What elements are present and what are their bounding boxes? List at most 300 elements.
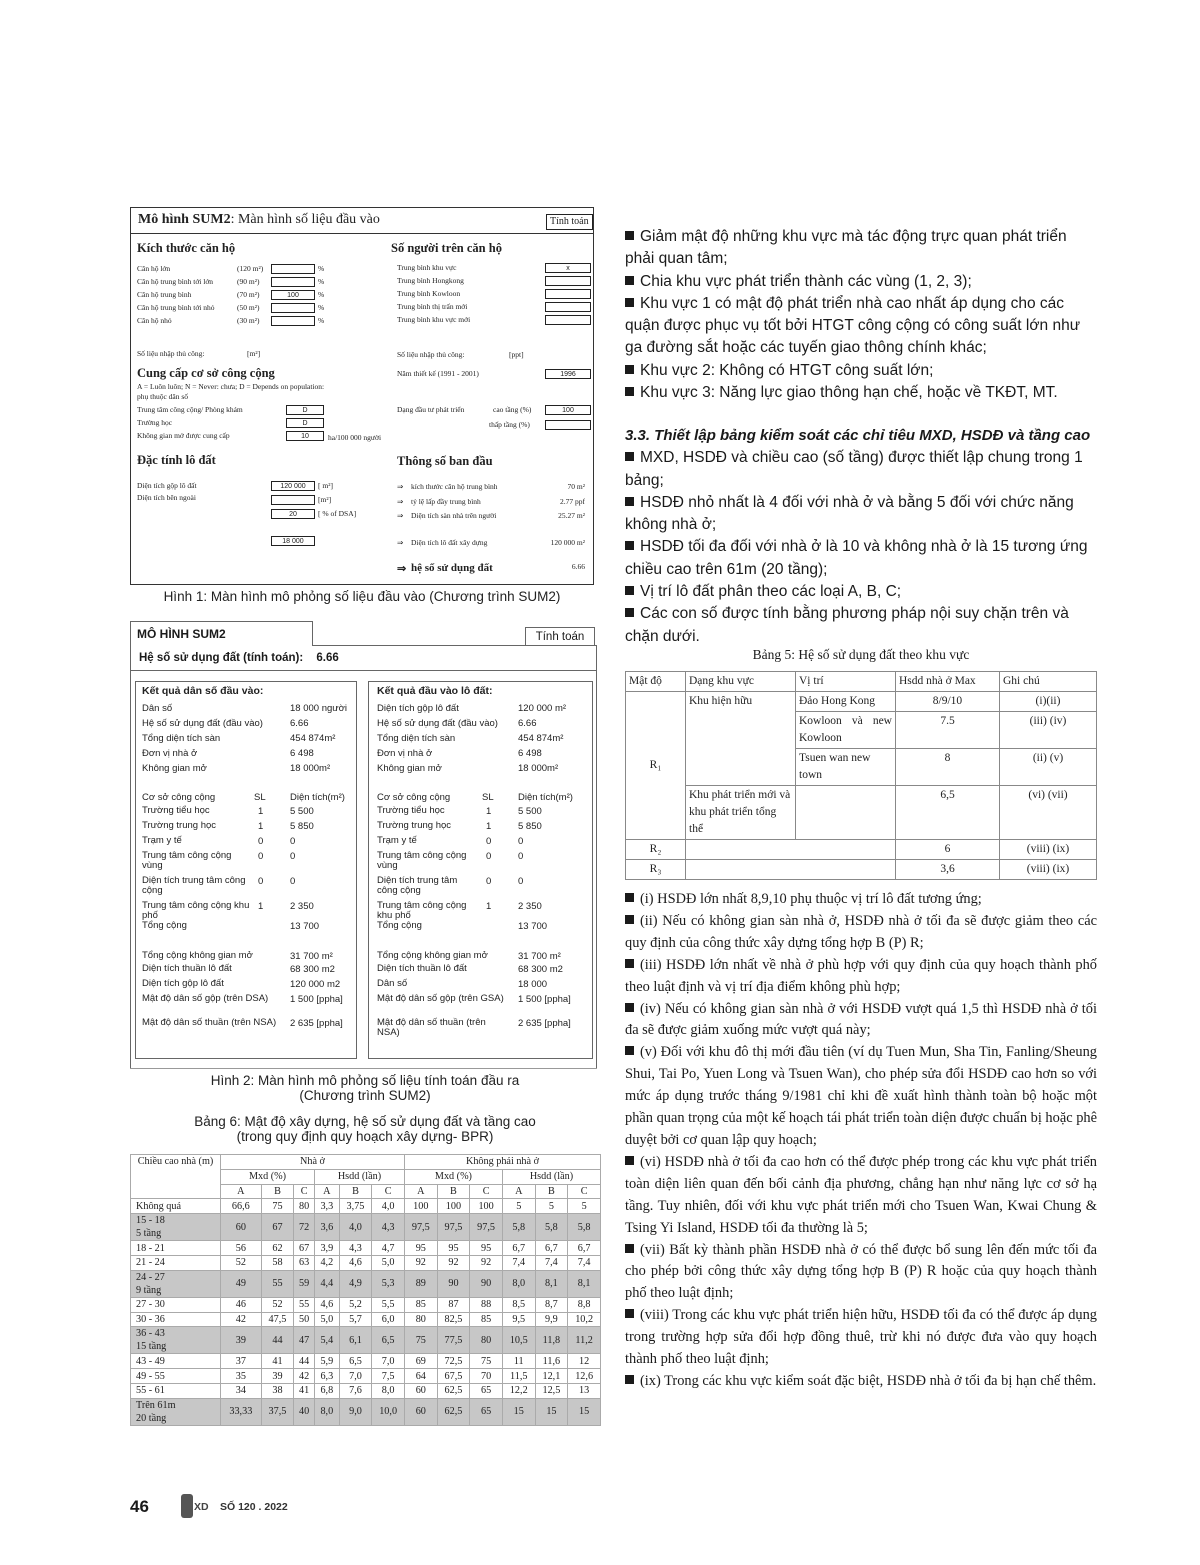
result-label: Dân số [142, 703, 173, 714]
t6-cell: 67,5 [437, 1369, 470, 1384]
table-row [131, 1312, 601, 1327]
persons-field[interactable] [545, 315, 591, 325]
initial-value: 25.27 m² [558, 511, 585, 520]
t6-loc: C [294, 1184, 315, 1199]
facility-count: 1 [258, 806, 264, 817]
t6-cell: 72,5 [437, 1354, 470, 1369]
notes [625, 889, 1097, 1393]
t6-cell: 6,7 [535, 1241, 568, 1256]
result-value: 6 498 [518, 748, 542, 759]
result-value: 18 000m² [518, 763, 559, 774]
high-rise-field[interactable]: 100 [545, 405, 591, 415]
t6-cell: 52 [221, 1255, 262, 1270]
result-value: 6.66 [518, 718, 537, 729]
facility-area: 0 [518, 836, 524, 847]
square-bullet-icon [625, 1046, 634, 1055]
section-heading: 3.3. Thiết lập bảng kiểm soát các chỉ tiêu MXD, HSDĐ và tầng cao [625, 427, 1091, 444]
facility-head: SL [254, 792, 266, 803]
fig1-title: Mô hình SUM2: Màn hình số liệu đầu vào [138, 212, 380, 227]
persons-field[interactable] [545, 289, 591, 299]
apt-unit: % [318, 277, 325, 286]
t6-cell: 85 [404, 1297, 437, 1312]
t6-cell: 60 [404, 1383, 437, 1398]
t6-cell: 4,2 [314, 1255, 339, 1270]
t6-cell: 60 [404, 1398, 437, 1425]
t6-cell: 7,0 [372, 1354, 405, 1369]
table-row [131, 1241, 601, 1256]
arrow-icon: ⇒ [397, 563, 407, 575]
t6-height: 36 - 43 15 tầng [131, 1327, 221, 1354]
initial-value: 6.66 [571, 562, 585, 571]
t6-cell: 87 [437, 1297, 470, 1312]
t6-cell: 65 [470, 1383, 503, 1398]
t6-cell: 80 [294, 1199, 315, 1214]
t6-loc: A [502, 1184, 535, 1199]
t6-head-nonres: Không phải nhà ở [404, 1155, 600, 1170]
t6-cell: 100 [470, 1199, 503, 1214]
t6-cell: 75 [470, 1354, 503, 1369]
t6-cell: 97,5 [404, 1214, 437, 1241]
apt-pct-field[interactable] [271, 316, 315, 326]
t6-cell: 3,9 [314, 1241, 339, 1256]
t6-cell: 47,5 [261, 1312, 294, 1327]
apt-pct-field[interactable] [271, 277, 315, 287]
t6-loc: B [339, 1184, 372, 1199]
summary-label: Mật độ dân số gộp (trên GSA) [377, 993, 504, 1004]
dsa-pct-field[interactable]: 20 [271, 509, 315, 519]
summary-value: 2 635 [ppha] [518, 1018, 571, 1029]
t6-cell: 75 [404, 1327, 437, 1354]
square-bullet-icon [625, 365, 634, 374]
facility-count: 0 [486, 876, 492, 887]
facility-count: 1 [258, 901, 264, 912]
t6-cell: 44 [261, 1327, 294, 1354]
fig2-calc-button[interactable]: Tính toán [525, 627, 595, 646]
t6-cell: 4,3 [339, 1241, 372, 1256]
initial-label: Diện tích lô đất xây dựng [411, 538, 488, 547]
summary-value: 1 500 [ppha] [518, 994, 571, 1005]
table-row [131, 1383, 601, 1398]
t6-cell: 15 [568, 1398, 601, 1425]
t6-cell: 92 [470, 1255, 503, 1270]
t6-cell: 6,5 [372, 1327, 405, 1354]
figure2-caption: Hình 2: Màn hình mô phỏng số liệu tính toán đầu ra (Chương trình SUM2) [210, 1073, 520, 1103]
t6-cell: 9,9 [535, 1312, 568, 1327]
t6-cell: 64 [404, 1369, 437, 1384]
t6-cell: 67 [294, 1241, 315, 1256]
t6-subhead: Mxd (%) [221, 1169, 315, 1184]
facility-area: 5 850 [518, 821, 542, 832]
table5: Mật độ Dạng khu vực Vị trí Hsdd nhà ở Max Ghi chú R₁ Khu hiện hữu Đảo Hong Kong 8/9/10 (i)(ii) Kowloon và new Kowloon 7.5 (iii) (iv) Tsuen wan new town 8 (ii) (v) Khu phát triển mới và khu phát triển tổng thể 6,5 (vi) (vii) R₂ 6 (viii) (ix) R₃ 3,6 (viii) (ix) [625, 671, 1097, 880]
result-label: Đơn vị nhà ở [377, 748, 433, 759]
t6-height: 55 - 61 [131, 1383, 221, 1398]
page-number: 46 [130, 1497, 149, 1516]
t6-cell: 80 [404, 1312, 437, 1327]
apt-size: (70 m²) [237, 290, 260, 299]
design-year-field[interactable]: 1996 [545, 369, 591, 379]
t6-cell: 39 [261, 1369, 294, 1384]
t6-cell: 42 [294, 1369, 315, 1384]
t6-cell: 55 [261, 1270, 294, 1297]
result-label: Tổng diện tích sàn [142, 733, 221, 744]
summary-value: 18 000 [518, 979, 548, 990]
bullet-item: HSDĐ tối đa đối với nhà ở là 10 và không nhà ở là 15 tương ứng chiều cao trên 61m (20 tầng); [625, 538, 1088, 578]
t6-cell: 15 [502, 1398, 535, 1425]
facility-count: 0 [486, 836, 492, 847]
facility-count: 1 [486, 821, 492, 832]
facility-head: Cơ sở công cộng [377, 792, 451, 803]
t6-cell: 4,6 [314, 1297, 339, 1312]
facility-head: Diện tích(m²) [290, 792, 345, 803]
site-heading: Đặc tính lô đất [137, 453, 216, 467]
t6-cell: 15 [535, 1398, 568, 1425]
result-value: 18 000m² [290, 763, 331, 774]
apt-size: (120 m²) [237, 264, 264, 273]
facility-label: Tổng cộng [142, 920, 187, 931]
table-row [131, 1199, 601, 1214]
apt-label: Căn hộ trung bình tới nhỏ [137, 303, 215, 312]
t6-height: Không quá [131, 1199, 221, 1214]
square-bullet-icon [625, 586, 634, 595]
t6-cell: 50 [294, 1312, 315, 1327]
apt-pct-field[interactable] [271, 264, 315, 274]
t6-cell: 10,2 [568, 1312, 601, 1327]
t6-cell: 95 [437, 1241, 470, 1256]
apt-unit: % [318, 303, 325, 312]
facility-label: Trạm y tế [377, 835, 417, 846]
open-space-field[interactable]: 10 [286, 431, 324, 441]
persons-label: Trung bình khu vực [397, 263, 457, 272]
facility-area: 5 500 [518, 806, 542, 817]
built-area-field[interactable]: 18 000 [271, 536, 315, 546]
table5-caption: Bảng 5: Hệ số sử dụng đất theo khu vực [752, 647, 970, 662]
initial-label: Diện tích sàn nhà trên người [411, 511, 497, 520]
t6-cell: 49 [221, 1270, 262, 1297]
square-bullet-icon [625, 541, 634, 550]
t6-cell: 11,6 [535, 1354, 568, 1369]
t6-cell: 9,5 [502, 1312, 535, 1327]
t6-cell: 47 [294, 1327, 315, 1354]
square-bullet-icon [625, 452, 634, 461]
facility-count: 0 [258, 836, 264, 847]
t6-subhead: Mxd (%) [404, 1169, 502, 1184]
t6-cell: 77,5 [437, 1327, 470, 1354]
t6-cell: 8,0 [314, 1398, 339, 1425]
summary-value: 68 300 m2 [290, 964, 335, 975]
summary-label: Diện tích thuần lô đất [142, 963, 232, 974]
square-bullet-icon [625, 276, 634, 285]
t6-cell: 100 [404, 1199, 437, 1214]
bullet-item: Khu vực 2: Không có HTGT công suất lớn; [625, 360, 1097, 382]
t6-cell: 6,0 [372, 1312, 405, 1327]
apt-size: (50 m²) [237, 303, 260, 312]
t6-cell: 6,7 [568, 1241, 601, 1256]
t6-cell: 89 [404, 1270, 437, 1297]
public-center-field[interactable]: D [286, 405, 324, 415]
t6-loc: A [404, 1184, 437, 1199]
apt-label: Căn hộ trung bình tới lớn [137, 277, 214, 286]
t6-cell: 7,4 [502, 1255, 535, 1270]
t6-loc: C [470, 1184, 503, 1199]
result-value: 6.66 [290, 718, 309, 729]
t6-cell: 40 [294, 1398, 315, 1425]
bullet-item: Khu vực 3: Năng lực giao thông hạn chế, hoặc về TKĐT, MT. [625, 382, 1097, 404]
t6-cell: 4,7 [372, 1241, 405, 1256]
t6-cell: 4,9 [339, 1270, 372, 1297]
square-bullet-icon [625, 387, 634, 396]
t6-cell: 62,5 [437, 1383, 470, 1398]
t6-loc: C [372, 1184, 405, 1199]
t6-cell: 39 [221, 1327, 262, 1354]
square-bullet-icon [625, 1156, 634, 1165]
t6-cell: 37,5 [261, 1398, 294, 1425]
t6-cell: 5,9 [314, 1354, 339, 1369]
bullet-item: Khu vực 1 có mật độ phát triển nhà cao nhất áp dụng cho các quận được phục vụ tốt bởi HTGT công cộng có công suất lớn như ga đường sắt hoặc các tuyến giao thông chính khác; [625, 294, 1081, 357]
t6-cell: 7,6 [339, 1383, 372, 1398]
t6-cell: 66,6 [221, 1199, 262, 1214]
apt-size-heading: Kích thước căn hộ [137, 241, 236, 255]
facility-area: 0 [290, 836, 296, 847]
persons-label: Trung bình Hongkong [397, 276, 464, 285]
bullet-item: (vii) Bất kỳ thành phần HSDĐ nhà ở có thể được bổ sung lên đến mức tối đa cho phép bởi công thức xây dựng tổng hợp B (P) R hoặc của quy hoạch thành phố theo luật định; [625, 1241, 1097, 1302]
fig2-title: MÔ HÌNH SUM2 [130, 621, 313, 646]
table-row [131, 1327, 601, 1354]
result-label: Đơn vị nhà ở [142, 748, 198, 759]
school-field[interactable]: D [286, 418, 324, 428]
t6-cell: 11,5 [502, 1369, 535, 1384]
t6-cell: 12,6 [568, 1369, 601, 1384]
bullet-item: (iv) Nếu có không gian sàn nhà ở với HSDĐ vượt quá 1,5 thì HSDĐ nhà ở tối đa sẽ được giảm xuống mức vượt quá này; [625, 1000, 1097, 1039]
t6-height: 15 - 18 5 tầng [131, 1214, 221, 1241]
t6-cell: 12,5 [535, 1383, 568, 1398]
table-row [131, 1297, 601, 1312]
facility-label: Trung tâm công cộng vùng [377, 850, 467, 871]
t6-cell: 41 [294, 1383, 315, 1398]
t6-cell: 9,0 [339, 1398, 372, 1425]
panel-heading: Kết quả đầu vào lô đất: [377, 685, 493, 697]
fig1-calc-button[interactable]: Tính toán [546, 214, 593, 230]
square-bullet-icon [625, 1244, 634, 1253]
result-label: Không gian mở [142, 763, 207, 774]
bullet-item: Các con số được tính bằng phương pháp nội suy chặn trên và chặn dưới. [625, 605, 1069, 645]
far-value: 6.66 [316, 652, 339, 664]
t6-cell: 5,0 [372, 1255, 405, 1270]
t6-loc: A [314, 1184, 339, 1199]
t6-cell: 12,1 [535, 1369, 568, 1384]
facility-count: 0 [258, 876, 264, 887]
t6-cell: 37 [221, 1354, 262, 1369]
sum2-output-screen [130, 621, 597, 1069]
t6-cell: 100 [437, 1199, 470, 1214]
t6-cell: 59 [294, 1270, 315, 1297]
t6-cell: 69 [404, 1354, 437, 1369]
t6-cell: 4,0 [372, 1199, 405, 1214]
t6-cell: 42 [221, 1312, 262, 1327]
t6-cell: 58 [261, 1255, 294, 1270]
sum2-input-screen: Mô hình SUM2: Màn hình số liệu đầu vào Tính toán Kích thước căn hộ Căn hộ lớn (120 m²) % Căn hộ trung bình tới lớn (90 m²) % Căn hộ trung bình (70 m²) 100 % Căn hộ trung bình tới nhỏ (50 m²) % Căn hộ nhỏ (30 m²) % Số liệu nhập thủ công: [m²] Số người trên căn hộ Trung bình khu vực x Trung bình Hongkong Trung bình Kowloon Trung bình thị trấn mới Trung bình khu vực mới Số liệu nhập thủ công: [ppt] Năm thiết kế (1991 - 2001) 1996 Dạng đầu tư phát triển cao tầng (%) 100 thấp tầng (%) Cung cấp cơ sở công cộng A = Luôn luôn; N = Never: chưa; D = Depends on population: phụ thuộc dân số Trung tâm công cộng/ Phòng khám D Trường học D Không gian mở được cung cấp 10 ha/100 000 người Đặc tính lô đất Diện tích gộp lô đất 120 000 [ m²] Diện tích bên ngoài [m²] 20 [ % of DSA] 18 000 Thông số ban đầu ⇒ kích thước căn hộ trung bình 70 m² ⇒ tỷ lệ lấp đầy trung bình 2.77 ppf ⇒ Diện tích sàn nhà trên người 25.27 m² ⇒ Diện tích lô đất xây dựng 120 000 m² ⇒ hệ số sử dụng đất 6.66 [130, 207, 594, 585]
bullet-item: HSDĐ nhỏ nhất là 4 đối với nhà ở và bằng 5 đối với chức năng không nhà ở; [625, 493, 1074, 534]
t6-cell: 6,7 [502, 1241, 535, 1256]
t6-cell: 35 [221, 1369, 262, 1384]
apt-unit: % [318, 290, 325, 299]
t6-cell: 52 [261, 1297, 294, 1312]
t6-cell: 34 [221, 1383, 262, 1398]
facility-count: 0 [486, 851, 492, 862]
t6-cell: 5,5 [372, 1297, 405, 1312]
apt-label: Căn hộ trung bình [137, 290, 192, 299]
intro-bullets [625, 226, 1097, 404]
facility-label: Trạm y tế [142, 835, 182, 846]
facility-count: 1 [486, 901, 492, 912]
apt-pct-field[interactable]: 100 [271, 290, 315, 300]
square-bullet-icon [625, 608, 634, 617]
t6-cell: 5,8 [502, 1214, 535, 1241]
apt-size: (90 m²) [237, 277, 260, 286]
t6-cell: 12,2 [502, 1383, 535, 1398]
facility-head: Cơ sở công cộng [142, 792, 216, 803]
table6-caption: Bảng 6: Mật độ xây dựng, hệ số sử dụng đất và tầng cao (trong quy định quy hoạch xây dựng- BPR) [194, 1114, 536, 1144]
bullet-item: (iii) HSDĐ lớn nhất về nhà ở phù hợp với quy định của quy hoạch thành phố theo luật định và vị trí địa điểm không phù hợp; [625, 956, 1097, 995]
arrow-icon: ⇒ [397, 497, 404, 506]
facility-count: 0 [258, 851, 264, 862]
t6-cell: 44 [294, 1354, 315, 1369]
t6-height: 24 - 27 9 tầng [131, 1270, 221, 1297]
t6-cell: 4,4 [314, 1270, 339, 1297]
table-row [131, 1270, 601, 1297]
apt-size: (30 m²) [237, 316, 260, 325]
t6-cell: 55 [294, 1297, 315, 1312]
t6-cell: 10,5 [502, 1327, 535, 1354]
bullet-item: MXD, HSDĐ và chiều cao (số tầng) được thiết lập chung trong 1 bảng; [625, 449, 1083, 489]
issue-number: SỐ 120 . 2022 [220, 1501, 288, 1513]
persons-label: Trung bình Kowloon [397, 289, 461, 298]
facility-area: 0 [290, 851, 296, 862]
square-bullet-icon [625, 959, 634, 968]
low-rise-field[interactable] [545, 420, 591, 430]
far-label: Hệ số sử dụng đất (tính toán): [139, 652, 304, 664]
facility-label: Diện tích trung tâm công cộng [142, 875, 246, 896]
t6-cell: 82,5 [437, 1312, 470, 1327]
result-value: 6 498 [290, 748, 314, 759]
t6-cell: 6,1 [339, 1327, 372, 1354]
t6-cell: 62,5 [437, 1398, 470, 1425]
t6-cell: 12 [568, 1354, 601, 1369]
result-value: 454 874m² [290, 733, 336, 744]
facility-area: 0 [518, 851, 524, 862]
t6-cell: 5 [568, 1199, 601, 1214]
t6-cell: 7,0 [339, 1369, 372, 1384]
facility-area: 13 700 [518, 921, 548, 932]
figure1-caption: Hình 1: Màn hình mô phỏng số liệu đầu vào (Chương trình SUM2) [163, 589, 561, 604]
persons-field[interactable] [545, 276, 591, 286]
t6-cell: 90 [437, 1270, 470, 1297]
facility-area: 5 850 [290, 821, 314, 832]
arrow-icon: ⇒ [397, 482, 404, 491]
t6-loc: B [437, 1184, 470, 1199]
bullet-item: (viii) Trong các khu vực phát triển hiện hữu, HSDĐ tối đa có thể được áp dụng trong trường hợp sửa đổi hợp đồng thuê, trừ khi nó được đưa vào quy hoạch thành phố theo luật định; [625, 1307, 1097, 1368]
t6-height: 27 - 30 [131, 1297, 221, 1312]
summary-label: Mật độ dân số thuần (trên NSA) [377, 1017, 486, 1038]
t6-loc: A [221, 1184, 262, 1199]
t6-cell: 3,6 [314, 1214, 339, 1241]
square-bullet-icon [625, 497, 634, 506]
apt-label: Căn hộ nhỏ [137, 316, 172, 325]
square-bullet-icon [625, 1003, 634, 1012]
bullet-item: Vị trí lô đất phân theo các loại A, B, C; [625, 581, 1097, 603]
t6-cell: 5,2 [339, 1297, 372, 1312]
table6 [130, 1154, 601, 1426]
apt-label: Căn hộ lớn [137, 264, 171, 273]
section-3-3 [625, 425, 1097, 648]
outside-area-field[interactable] [271, 495, 315, 505]
t6-head-height: Chiều cao nhà (m) [131, 1155, 221, 1199]
apt-unit: % [318, 316, 325, 325]
summary-value: 68 300 m2 [518, 964, 563, 975]
table-row [131, 1398, 601, 1425]
arrow-icon: ⇒ [397, 511, 404, 520]
facility-area: 0 [518, 876, 524, 887]
gross-area-field[interactable]: 120 000 [271, 481, 315, 491]
result-value: 454 874m² [518, 733, 564, 744]
facility-area: 5 500 [290, 806, 314, 817]
result-label: Hệ số sử dụng đất (đầu vào) [142, 718, 263, 729]
t6-head-res: Nhà ở [221, 1155, 405, 1170]
summary-label: Mật độ dân số thuần (trên NSA) [142, 1017, 277, 1028]
t6-cell: 92 [404, 1255, 437, 1270]
t6-cell: 5,8 [568, 1214, 601, 1241]
t6-cell: 6,5 [339, 1354, 372, 1369]
facility-head: Diện tích(m²) [518, 792, 573, 803]
t6-cell: 11 [502, 1354, 535, 1369]
t6-cell: 8,7 [535, 1297, 568, 1312]
t6-cell: 75 [261, 1199, 294, 1214]
initial-label: hệ số sử dụng đất [411, 562, 493, 574]
bullet-item: (v) Đối với khu đô thị mới đầu tiên (ví dụ Tuen Mun, Sha Tin, Fanling/Sheung Shui, Tai Po, Yuen Long và Tsuen Wan), cho phép sửa đổi HSDĐ cao hơn so với mức áp dụng trước tháng 9/1981 chỉ khi đề xuất hình thành toàn bộ hoặc một phần quan trọng của một kế hoạch tái phát triển toàn diện được chuẩn bị hoặc phê duyệt bởi cơ quan lập quy hoạch; [625, 1044, 1097, 1148]
facility-label: Trường trung học [377, 820, 452, 831]
t6-cell: 62 [261, 1241, 294, 1256]
t6-cell: 5,7 [339, 1312, 372, 1327]
square-bullet-icon [625, 1309, 634, 1318]
t6-cell: 46 [221, 1297, 262, 1312]
facility-label: Diện tích trung tâm công cộng [377, 875, 458, 896]
bullet-item: (ix) Trong các khu vực kiểm soát đặc biệt, HSDĐ nhà ở tối đa bị hạn chế thêm. [625, 1371, 1097, 1393]
persons-field[interactable]: x [545, 263, 591, 273]
facility-count: 1 [258, 821, 264, 832]
t6-cell: 8,0 [502, 1270, 535, 1297]
t6-cell: 5 [502, 1199, 535, 1214]
summary-label: Tổng cộng không gian mở [377, 950, 488, 961]
bullet-item: (i) HSDĐ lớn nhất 8,9,10 phụ thuộc vị trí lô đất tương ứng; [625, 889, 1097, 911]
result-label: Diện tích gộp lô đất [377, 703, 459, 714]
square-bullet-icon [625, 231, 634, 240]
t6-cell: 33,33 [221, 1398, 262, 1425]
result-label: Tổng diện tích sàn [377, 733, 456, 744]
apt-unit: % [318, 264, 325, 273]
logo-text: XD [194, 1501, 209, 1513]
initial-value: 120 000 m² [550, 538, 585, 547]
t6-loc: C [568, 1184, 601, 1199]
bullet-item: (vi) HSDĐ nhà ở tối đa cao hơn có thể được phép trong các khu vực phát triển toàn diện liên quan đến bối cảnh địa phương, chẳng hạn như năng lực cơ sở hạ tầng. Tuy nhiên, đối với khu vực phát triển mới cho Tsuen Wan, Kwai Chung & Tsing Yi Island, HSDĐ tối đa thường là 5; [625, 1153, 1097, 1236]
apt-pct-field[interactable] [271, 303, 315, 313]
bullet-item: Giảm mật độ những khu vực mà tác động trực quan phát triển phải quan tâm; [625, 228, 1067, 268]
t6-cell: 5,4 [314, 1327, 339, 1354]
t6-cell: 67 [261, 1214, 294, 1241]
summary-label: Diện tích gộp lô đất [142, 978, 224, 989]
initial-value: 2.77 ppf [560, 497, 585, 506]
t6-cell: 4,6 [339, 1255, 372, 1270]
persons-field[interactable] [545, 302, 591, 312]
bullet-item: Chia khu vực phát triển thành các vùng (1, 2, 3); [625, 271, 1097, 293]
